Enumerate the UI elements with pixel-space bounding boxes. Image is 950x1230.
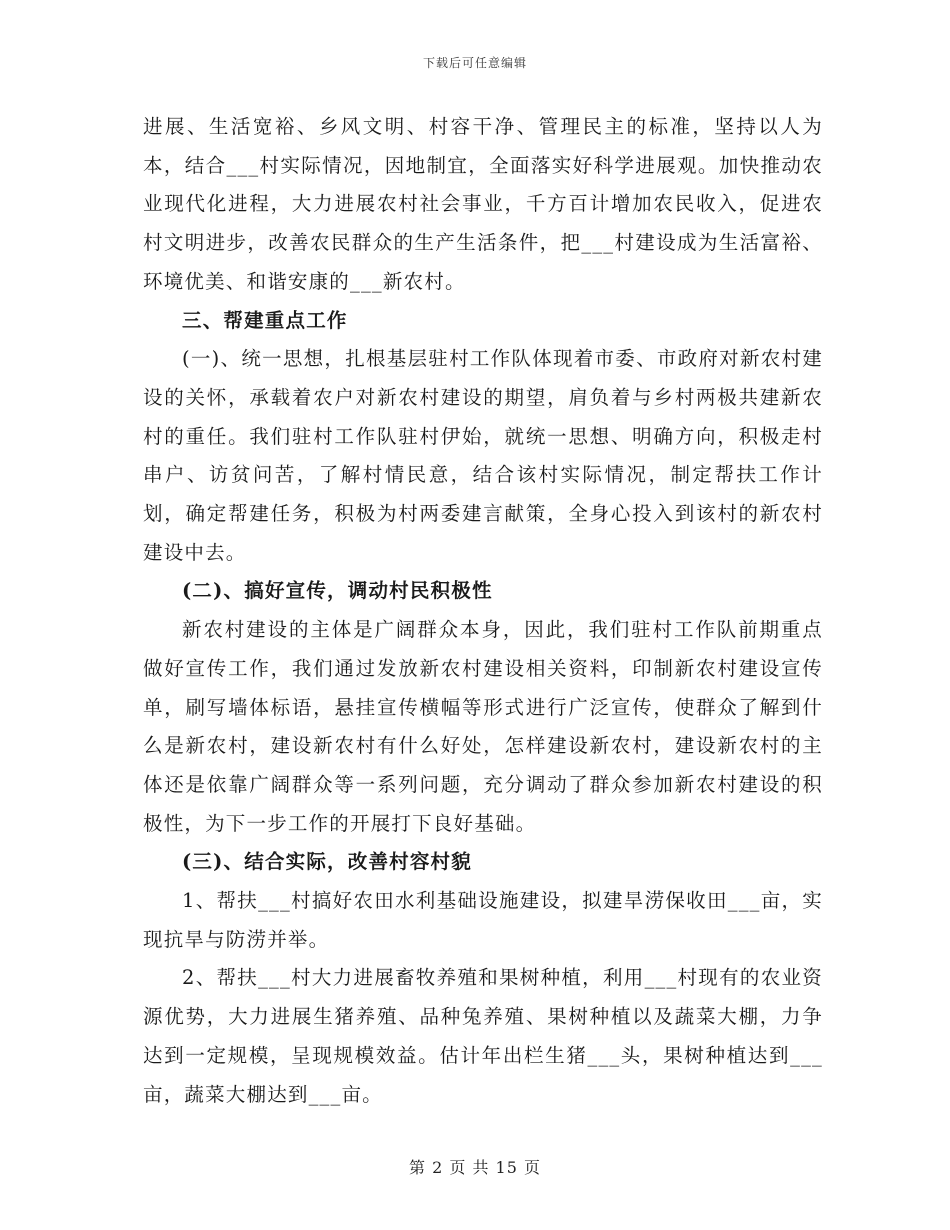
paragraph-unify-thinking: (一)、统一思想，扎根基层驻村工作队体现着市委、市政府对新农村建设的关怀，承载着农户对新农村建设的期望，肩负着与乡村两极共建新农村的重任。我们驻村工作队驻村伊始，就统一思想、明确方向，积极走村串户、访贫问苦，了解村情民意，结合该村实际情况，制定帮扶工作计划，确定帮建任务，积极为村两委建言献策，全身心投入到该村的新农村建设中去。 xyxy=(143,347,823,564)
document-body xyxy=(143,108,823,1114)
section-heading-3: 三、帮建重点工作 xyxy=(182,308,348,332)
paragraph-item-1: 1、帮扶___村搞好农田水利基础设施建设，拟建旱涝保收田___亩，实现抗旱与防涝并举。 xyxy=(143,889,823,951)
page-footer-indicator: 第 2 页 共 15 页 xyxy=(409,1158,541,1177)
subheading-publicity: (二)、搞好宣传，调动村民积极性 xyxy=(182,579,493,603)
paragraph-publicity: 新农村建设的主体是广阔群众本身，因此，我们驻村工作队前期重点做好宣传工作，我们通过发放新农村建设相关资料，印制新农村建设宣传单，刷写墙体标语，悬挂宣传横幅等形式进行广泛宣传，使群众了解到什么是新农村，建设新农村有什么好处，怎样建设新农村，建设新农村的主体还是依靠广阔群众等一系列问题，充分调动了群众参加新农村建设的积极性，为下一步工作的开展打下良好基础。 xyxy=(143,618,823,835)
paragraph-item-2: 2、帮扶___村大力进展畜牧养殖和果树种植，利用___村现有的农业资源优势，大力进展生猪养殖、品种兔养殖、果树种植以及蔬菜大棚，力争达到一定规模，呈现规模效益。估计年出栏生猪___头，果树种植达到___亩，蔬菜大棚达到___亩。 xyxy=(143,966,823,1106)
subheading-village-improvement: (三)、结合实际，改善村容村貌 xyxy=(182,850,472,874)
page-header-note: 下载后可任意编辑 xyxy=(422,56,527,70)
paragraph-continuation: 进展、生活宽裕、乡风文明、村容干净、管理民主的标准，坚持以人为本，结合___村实际情况，因地制宜，全面落实好科学进展观。加快推动农业现代化进程，大力进展农村社会事业，千方百计增加农民收入，促进农村文明进步，改善农民群众的生产生活条件，把___村建设成为生活富裕、环境优美、和谐安康的___新农村。 xyxy=(143,115,823,293)
